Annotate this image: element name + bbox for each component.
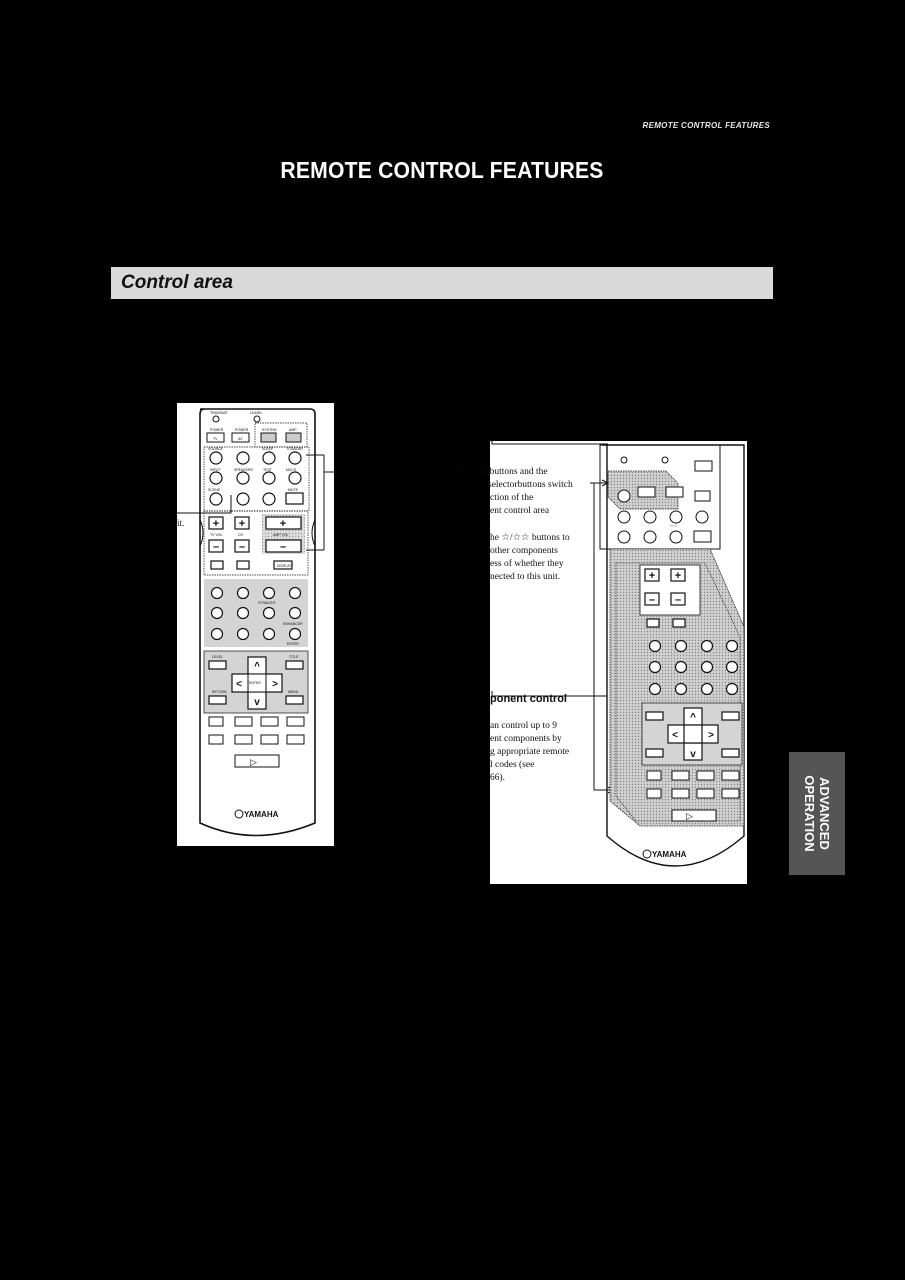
label-learn: LEARN: [250, 411, 262, 415]
label-enter: ENTER: [287, 642, 299, 646]
remote-illustration-left: [177, 403, 334, 846]
label-mute: MUTE: [288, 488, 298, 492]
callout-line: ction of the: [490, 493, 534, 503]
brand-logo-left: YAMAHA: [244, 810, 279, 819]
amp-vol-plus: +: [279, 518, 287, 530]
callout-line: other components: [490, 546, 558, 556]
label-scene: SCENE: [208, 488, 221, 492]
right-arrow-right-glyph: >: [708, 730, 714, 741]
left-arrow-right-glyph: <: [672, 730, 678, 741]
ch-plus-right: +: [674, 570, 682, 582]
side-tab-line-2: OPERATION: [802, 775, 817, 852]
label-amp-vol: AMP VOL: [273, 533, 289, 537]
callout-line: nected to this unit.: [490, 572, 561, 582]
ch-minus-right: –: [674, 594, 682, 606]
brand-logo-right: YAMAHA: [652, 850, 687, 859]
amp-vol-minus: –: [279, 541, 287, 553]
label-return: RETURN: [212, 690, 227, 694]
label-speakers: SPEAKERS: [234, 468, 253, 472]
side-tab: [789, 752, 845, 875]
label-straight: STRAIGHT: [258, 601, 276, 605]
label-input: INPUT: [210, 468, 221, 472]
label-source: SOURCE: [208, 447, 223, 451]
cut-text: it.: [177, 518, 185, 528]
tv-vol-plus: +: [212, 518, 220, 530]
up-arrow-right-glyph: ^: [690, 712, 696, 723]
down-arrow-glyph: v: [254, 697, 260, 708]
label-multi: MULTI: [286, 468, 297, 472]
play-glyph: ▷: [250, 757, 257, 767]
label-tv: TV: [213, 437, 218, 441]
down-arrow-right-glyph: v: [690, 749, 696, 760]
label-test: TEST: [263, 468, 272, 472]
callout-line: ess of whether they: [490, 559, 564, 569]
callout-line: g appropriate remote: [490, 747, 570, 757]
callout-line: selectorbuttons switch: [488, 480, 573, 490]
label-av: AV: [238, 437, 243, 441]
callout-line: ent control area: [490, 506, 550, 516]
label-amp: AMP: [289, 428, 297, 432]
label-power-1: POWER: [210, 428, 224, 432]
label-transmit: TRANSMIT: [210, 411, 228, 415]
label-enter-center: ENTER: [249, 681, 261, 685]
ch-minus: –: [238, 541, 246, 553]
label-enhancer: ENHANCER: [283, 622, 303, 626]
tv-vol-minus: –: [212, 541, 220, 553]
running-header: REMOTE CONTROL FEATURES: [642, 121, 770, 130]
right-arrow-glyph: >: [272, 679, 278, 690]
label-tv-vol: TV VOL: [210, 533, 223, 537]
label-power-2: POWER: [235, 428, 249, 432]
label-ch: CH: [238, 533, 244, 537]
callout-line: l codes (see: [490, 760, 535, 770]
up-arrow-glyph: ^: [254, 661, 260, 672]
label-display: DISPLAY: [277, 564, 292, 568]
left-arrow-glyph: <: [236, 679, 242, 690]
remote-figure-left: [177, 403, 334, 846]
callout-line: ent components by: [490, 734, 562, 744]
label-standby: STANDBY: [287, 447, 304, 451]
callout-line: an control up to 9: [490, 721, 558, 731]
star-label: ☆☆: [670, 523, 678, 528]
tv-vol-plus-right: +: [648, 570, 656, 582]
ch-plus: +: [238, 518, 246, 530]
play-right-glyph: ▷: [686, 811, 693, 821]
section-title: Control area: [121, 272, 233, 293]
label-title: TITLE: [289, 655, 299, 659]
label-system: SYSTEM: [262, 428, 277, 432]
callout-other-components-text: [490, 532, 570, 584]
callout-component-control-text: [490, 720, 569, 785]
callout-line: ☆/☆☆ buttons and the: [459, 467, 548, 477]
callout-component-control-heading: ponent control: [490, 693, 567, 705]
section-header-bar: [111, 267, 773, 299]
remote-figure-right: [459, 441, 747, 884]
tv-vol-minus-right: –: [648, 594, 656, 606]
callout-selector-text: [459, 466, 573, 518]
side-tab-line-1: ADVANCED: [817, 777, 832, 850]
page-title: REMOTE CONTROL FEATURES: [280, 157, 604, 183]
label-level: LEVEL: [212, 655, 223, 659]
label-sleep: SLEEP: [262, 447, 274, 451]
callout-line: 66).: [490, 773, 506, 783]
callout-line: he ☆/☆☆ buttons to: [490, 533, 570, 543]
label-menu: MENU: [288, 690, 299, 694]
side-tab-text: [789, 752, 845, 875]
